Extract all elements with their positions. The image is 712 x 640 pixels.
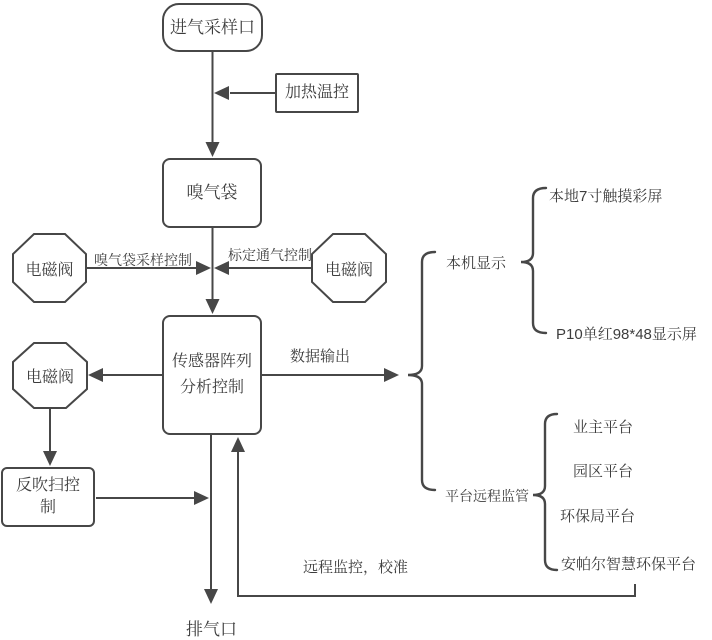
arrowhead-down-icon — [206, 142, 220, 157]
branch-label-local-display: 本机显示 — [446, 255, 507, 272]
arrowhead-down-icon — [204, 589, 218, 604]
solenoid-valve-left-label: 电磁阀 — [25, 261, 74, 279]
brace-platform-supervision — [533, 414, 557, 570]
leaf-epa-platform: 环保局平台 — [560, 508, 636, 525]
edge-label-data-output: 数据输出 — [290, 348, 351, 365]
node-heating-control-label: 加热温控 — [284, 84, 349, 101]
arrowhead-down-icon — [43, 451, 57, 466]
node-backflush-control-label: 反吹扫控制 — [15, 476, 80, 516]
arrowhead-down-icon — [206, 299, 220, 314]
arrowhead-right-icon — [194, 491, 209, 505]
branch-label-platform-remote-supervision: 平台远程监管 — [445, 488, 529, 504]
leaf-p10-display: P10单红98*48显示屏 — [556, 326, 697, 343]
arrowhead-left-icon — [88, 368, 103, 382]
node-solenoid-valve-right — [312, 234, 386, 302]
node-intake-port — [162, 3, 263, 52]
solenoid-valve-purge-label: 电磁阀 — [25, 369, 74, 386]
arrowhead-left-icon — [214, 261, 229, 275]
node-sensor-array-control — [162, 315, 262, 435]
label-exhaust-port: 排气口 — [186, 620, 237, 639]
node-solenoid-valve-left — [13, 234, 86, 302]
arrowhead-right-icon — [196, 261, 211, 275]
node-intake-port-label: 进气采样口 — [170, 17, 255, 37]
node-backflush-control — [1, 467, 95, 527]
arrowhead-right-icon — [384, 368, 399, 382]
arrowhead-left-icon — [214, 86, 229, 100]
node-gas-bag-label: 嗅气袋 — [186, 183, 238, 203]
leaf-park-platform: 园区平台 — [573, 463, 634, 480]
brace-outer — [408, 252, 435, 490]
node-solenoid-valve-purge — [13, 343, 87, 408]
leaf-local-7inch-touchscreen: 本地7寸触摸彩屏 — [549, 188, 663, 205]
leaf-anpar-smart-environment-platform: 安帕尔智慧环保平台 — [561, 556, 697, 573]
leaf-owner-platform: 业主平台 — [573, 419, 634, 436]
brace-local-display — [521, 188, 546, 333]
edge-label-calibration-vent-control: 标定通气控制 — [228, 247, 312, 263]
node-sensor-array-control-label: 传感器阵列分析控制 — [171, 353, 252, 396]
node-heating-control — [275, 73, 359, 113]
edge-label-gasbag-sampling-control: 嗅气袋采样控制 — [94, 252, 192, 268]
solenoid-valve-right-label: 电磁阀 — [324, 261, 373, 279]
arrowhead-up-icon — [231, 437, 245, 452]
node-gas-bag — [162, 158, 262, 228]
edge-label-remote-monitoring-calibration: 远程监控，校准 — [303, 559, 409, 576]
